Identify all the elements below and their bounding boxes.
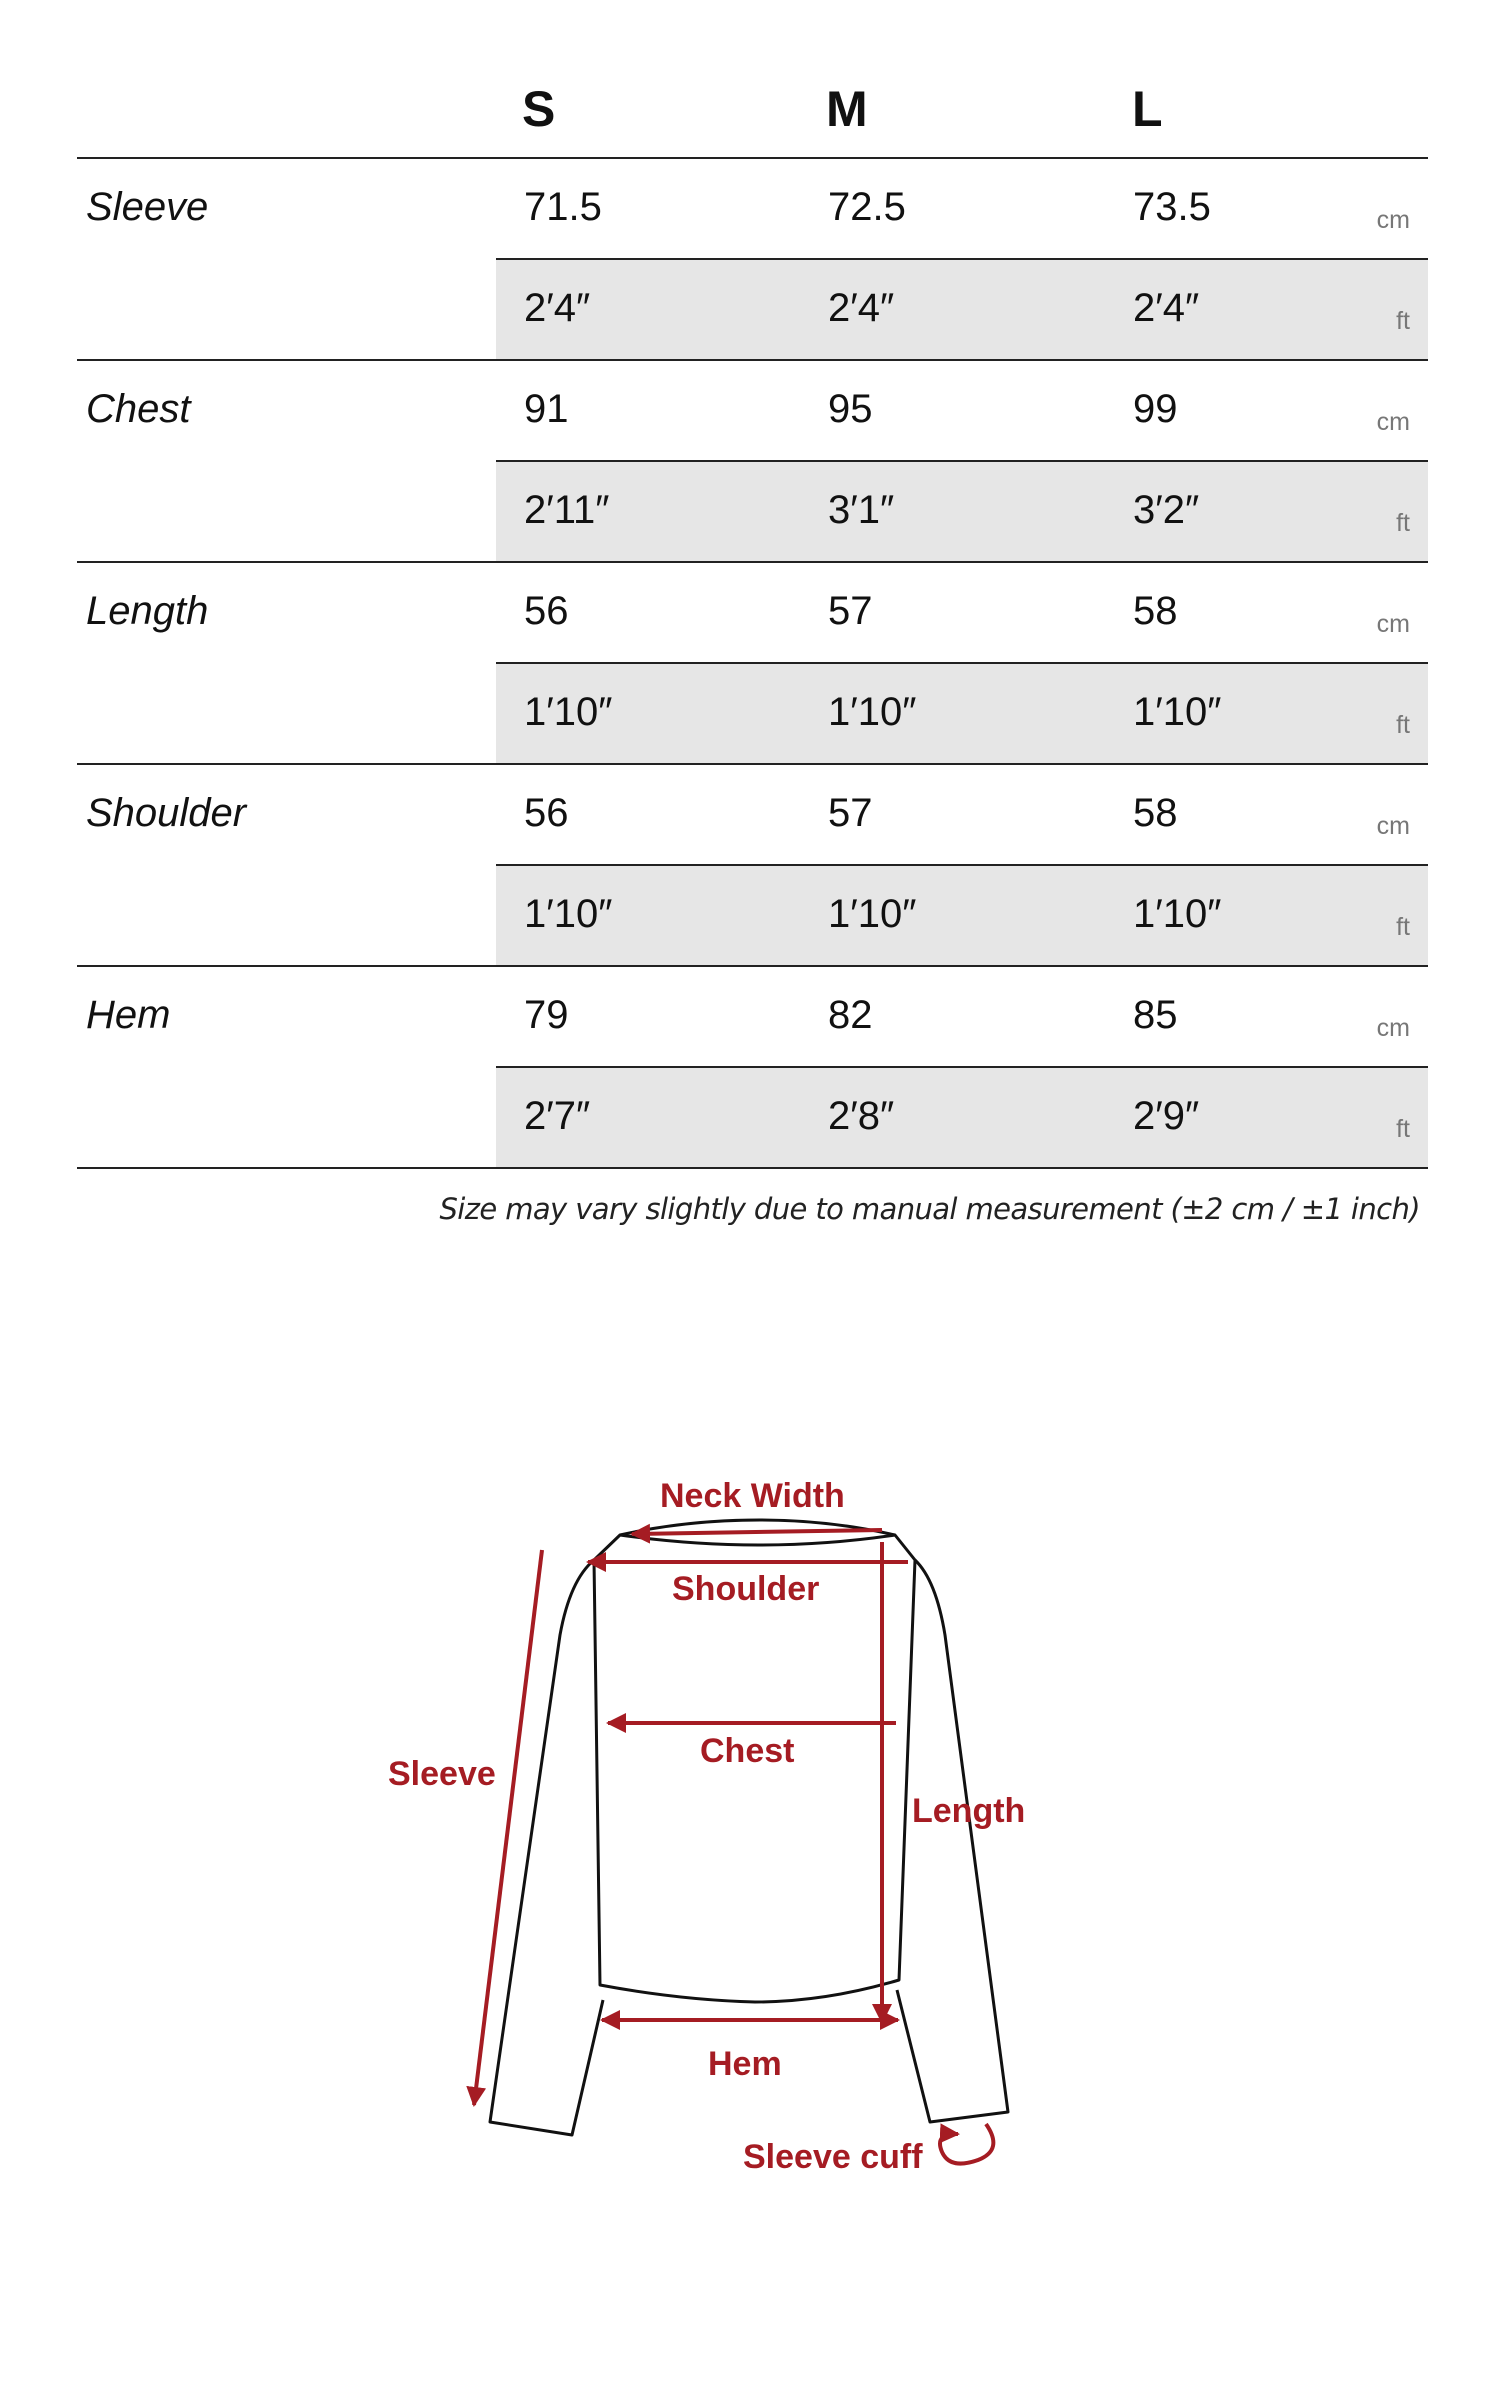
right-sleeve-outline [897,1560,1008,2122]
cell-cm: 72.5 [828,185,906,229]
cell-ft: 2′4″ [524,286,591,330]
cell-cm: 79 [524,993,569,1037]
cell-cm: 58 [1133,589,1178,633]
row-label-shoulder: Shoulder [86,791,247,835]
unit-cm: cm [1376,610,1410,638]
table-divider [77,561,1428,563]
row-label-sleeve: Sleeve [86,185,209,229]
row-label-length: Length [86,589,209,633]
garment-measurement-diagram [0,1400,1500,2200]
row-divider [496,258,1428,260]
cell-ft: 2′4″ [828,286,895,330]
row-divider [496,662,1428,664]
unit-cm: cm [1376,812,1410,840]
sleeve-cuff-arrow [940,2124,993,2164]
table-divider [77,157,1428,159]
unit-ft: ft [1396,307,1410,335]
cell-ft: 3′2″ [1133,488,1200,532]
cell-ft: 2′7″ [524,1094,591,1138]
unit-cm: cm [1376,408,1410,436]
unit-ft: ft [1396,509,1410,537]
cell-ft: 1′10″ [1133,690,1222,734]
cell-cm: 95 [828,387,873,431]
size-header-l: L [1132,81,1163,137]
cell-ft: 1′10″ [524,690,613,734]
sleeve-label: Sleeve [388,1755,496,1793]
cell-cm: 85 [1133,993,1178,1037]
ft-row-band [496,1068,1428,1168]
ft-row-band [496,664,1428,764]
cell-ft: 2′11″ [524,488,610,532]
ft-row-band [496,462,1428,562]
row-label-chest: Chest [86,387,191,431]
hem-label: Hem [708,2045,782,2083]
cell-cm: 57 [828,791,873,835]
cell-cm: 71.5 [524,185,602,229]
chest-label: Chest [700,1732,795,1770]
table-divider [77,763,1428,765]
ft-row-band [496,260,1428,360]
unit-cm: cm [1376,206,1410,234]
row-divider [496,460,1428,462]
sleeve-cuff-label: Sleeve cuff [743,2138,923,2176]
cell-cm: 91 [524,387,569,431]
unit-cm: cm [1376,1014,1410,1042]
ft-row-band [496,866,1428,966]
cell-ft: 1′10″ [524,892,613,936]
cell-ft: 3′1″ [828,488,895,532]
shoulder-label: Shoulder [672,1570,820,1608]
cell-cm: 56 [524,589,569,633]
cell-ft: 1′10″ [828,690,917,734]
cell-cm: 82 [828,993,873,1037]
table-divider [77,965,1428,967]
unit-ft: ft [1396,913,1410,941]
cell-cm: 57 [828,589,873,633]
row-divider [496,864,1428,866]
cell-cm: 56 [524,791,569,835]
cell-cm: 99 [1133,387,1178,431]
neck-width-arrow [632,1530,882,1534]
unit-ft: ft [1396,1115,1410,1143]
cell-cm: 73.5 [1133,185,1211,229]
table-divider [77,359,1428,361]
cell-ft: 1′10″ [828,892,917,936]
neckline [620,1535,895,1545]
cell-ft: 2′9″ [1133,1094,1200,1138]
cell-ft: 1′10″ [1133,892,1222,936]
row-divider [496,1066,1428,1068]
measurement-note: Size may vary slightly due to manual measurement (±2 cm / ±1 inch) [439,1192,1420,1226]
length-label: Length [912,1792,1026,1830]
unit-ft: ft [1396,711,1410,739]
cell-ft: 2′8″ [828,1094,895,1138]
cell-cm: 58 [1133,791,1178,835]
cell-ft: 2′4″ [1133,286,1200,330]
size-header-m: M [826,81,868,137]
table-divider [77,1167,1428,1169]
size-header-s: S [522,81,556,137]
neck-width-label: Neck Width [660,1477,845,1515]
row-label-hem: Hem [86,993,171,1037]
